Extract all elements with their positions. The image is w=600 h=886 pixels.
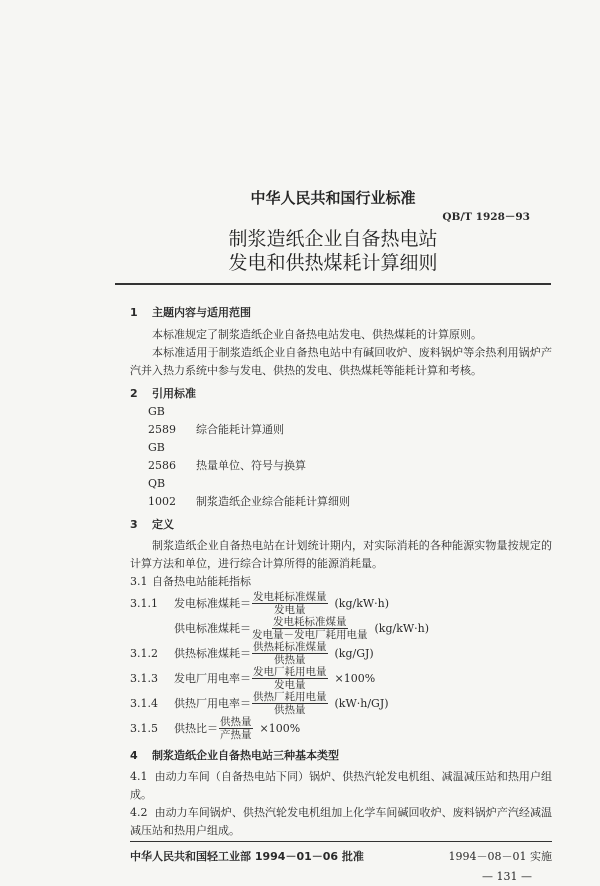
item-text: 由动力车间（自备热电站下同）锅炉、供热汽轮发电机组、减温减压站和热用户组成。: [130, 770, 552, 801]
formula-number: 3.1.1: [130, 596, 158, 610]
section-1-para-1: 本标准规定了制浆造纸企业自备热电站发电、供热煤耗的计算原则。: [152, 328, 482, 341]
section-number: 1: [130, 306, 138, 319]
denominator: 供热量: [274, 704, 306, 716]
formula-number: 3.1.3: [130, 671, 158, 685]
fraction: [252, 691, 328, 716]
numerator: 供热量: [220, 716, 252, 728]
subsection-3-1: [130, 573, 552, 591]
title-line-1: 制浆造纸企业自备热电站: [228, 228, 438, 250]
section-title: 定义: [152, 518, 174, 531]
section-title: 主题内容与适用范围: [152, 306, 251, 319]
formula-lhs: 供电标准煤耗＝: [174, 621, 251, 635]
reference-item: [130, 439, 552, 475]
ref-name: 综合能耗计算通则: [196, 423, 284, 436]
formula-unit: (kg/kW·h): [334, 596, 390, 610]
denominator: 发电量: [274, 604, 306, 616]
formula: [130, 666, 552, 691]
section-number: 4: [130, 749, 138, 762]
numerator: 发电耗标准煤量: [253, 591, 327, 603]
section-number: 3.1: [130, 575, 148, 588]
formula-lhs: 发电厂用电率＝: [174, 671, 251, 685]
section-3-heading: [130, 516, 552, 534]
issuing-header: 中华人民共和国行业标准: [250, 189, 416, 207]
page-number: — 131 —: [482, 870, 532, 884]
formula-lhs: 供热标准煤耗＝: [174, 646, 251, 660]
ref-code: GB 2586: [148, 441, 176, 472]
ref-name: 热量单位、符号与换算: [196, 459, 306, 472]
section-1-para-2: 本标准适用于制浆造纸企业自备热电站中有碱回收炉、废料锅炉等余热利用锅炉产汽并入热力系统中参与发电、供热的发电、供热煤耗等能耗计算和考核。: [130, 346, 552, 377]
formula: [130, 641, 552, 666]
document-body: [130, 304, 552, 886]
item-4-1: [130, 768, 552, 804]
ref-name: 制浆造纸企业综合能耗计算细则: [196, 495, 350, 508]
section-4-heading: [130, 747, 552, 765]
formula-lhs: 供热厂用电率＝: [174, 696, 251, 710]
formula-unit: (kg/GJ): [334, 646, 374, 660]
item-number: 4.2: [130, 806, 148, 819]
effective-date: 1994－08－01 实施: [448, 850, 552, 864]
title-line-2: 发电和供热煤耗计算细则: [228, 252, 438, 274]
formula: [130, 591, 552, 616]
formula: [130, 616, 552, 641]
standard-code: QB/T 1928－93: [442, 211, 530, 223]
section-2-heading: [130, 385, 552, 403]
formula-unit: (kg/kW·h): [374, 621, 430, 635]
numerator: 供热厂耗用电量: [253, 691, 327, 703]
numerator: 发电耗标准煤量: [273, 616, 347, 628]
formula-lhs: 供热比＝: [174, 721, 218, 735]
item-text: 由动力车间锅炉、供热汽轮发电机组加上化学车间碱回收炉、废料锅炉产汽经减温减压站和热用户组成。: [130, 806, 552, 837]
fraction: [252, 616, 368, 641]
item-number: 4.1: [130, 770, 148, 783]
section-title: 自备热电站能耗指标: [152, 575, 251, 588]
formula-list: [130, 591, 552, 741]
fraction: [252, 591, 328, 616]
ref-code: QB 1002: [148, 477, 176, 508]
fraction: [252, 641, 328, 666]
section-number: 3: [130, 518, 138, 531]
formula-unit: ×100%: [259, 721, 301, 735]
section-title: 引用标准: [152, 387, 196, 400]
formula-number: 3.1.5: [130, 721, 158, 735]
section-title: 制浆造纸企业自备热电站三种基本类型: [152, 749, 339, 762]
approval-note: 中华人民共和国轻工业部 1994－01－06 批准: [130, 850, 364, 864]
section-1-heading: [130, 304, 552, 322]
numerator: 供热耗标准煤量: [253, 641, 327, 653]
numerator: 发电厂耗用电量: [253, 666, 327, 678]
item-4-2: [130, 804, 552, 840]
formula-unit: (kW·h/GJ): [334, 696, 389, 710]
formula-lhs: 发电标准煤耗＝: [174, 596, 251, 610]
reference-item: [130, 403, 552, 439]
formula: [130, 716, 552, 741]
reference-item: [130, 475, 552, 511]
footer-divider: [130, 841, 552, 842]
footer: [130, 848, 552, 866]
denominator: 供热量: [274, 654, 306, 666]
denominator: 发电量: [274, 679, 306, 691]
title-divider: [115, 283, 551, 285]
section-3-para: 制浆造纸企业自备热电站在计划统计期内，对实际消耗的各种能源实物量按规定的计算方法和单位，进行综合计算所得的能源消耗量。: [130, 539, 552, 570]
formula-unit: ×100%: [334, 671, 376, 685]
formula-number: 3.1.2: [130, 646, 158, 660]
denominator: 产热量: [220, 729, 252, 741]
fraction: [219, 716, 253, 741]
section-number: 2: [130, 387, 138, 400]
fraction: [252, 666, 328, 691]
ref-code: GB 2589: [148, 405, 176, 436]
formula: [130, 691, 552, 716]
denominator: 发电量－发电厂耗用电量: [252, 629, 368, 641]
formula-number: 3.1.4: [130, 696, 158, 710]
